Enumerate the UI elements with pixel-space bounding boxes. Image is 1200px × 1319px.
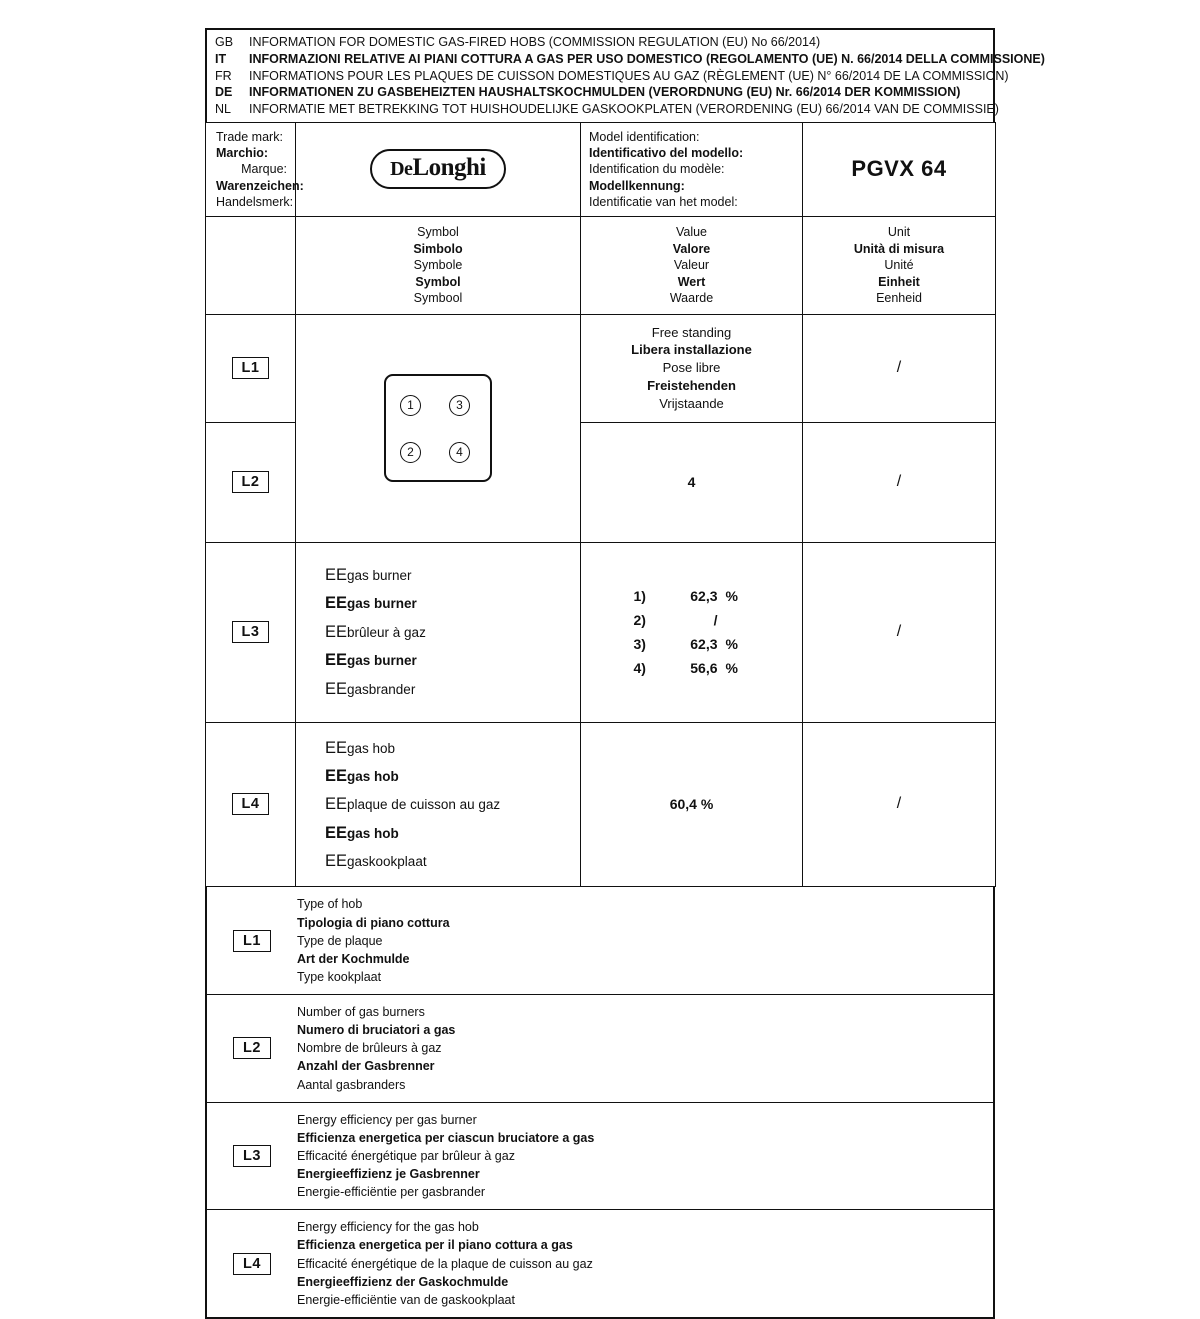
regulation-text-fr: INFORMATIONS POUR LES PLAQUES DE CUISSON DOMESTIQUES AU GAZ (RÈGLEMENT (UE) N° 66/2014 DE LA COMMISSION) xyxy=(249,68,1009,83)
regulation-line-fr xyxy=(207,68,1009,85)
legend-l2-gb: Number of gas burners xyxy=(297,1005,425,1019)
model-label-it: Identificativo del modello: xyxy=(589,146,744,160)
l3-symbol-cell xyxy=(296,542,581,722)
trademark-label-nl: Handelsmerk: xyxy=(216,194,294,209)
tag-l2: L2 xyxy=(232,471,270,493)
header-value-gb: Value xyxy=(675,225,708,239)
l3-value-index-1: 1) xyxy=(633,587,646,604)
l3-value-index-2: 2) xyxy=(633,611,646,628)
row-tag-l4-cell xyxy=(206,722,296,887)
tag-l3: L3 xyxy=(232,621,270,643)
legend-l2-fr: Nombre de brûleurs à gaz xyxy=(297,1041,442,1056)
header-value-cell xyxy=(581,217,803,315)
l4-symbol-cell xyxy=(296,722,581,887)
legend-tag-l1-cell xyxy=(207,930,297,952)
l4-symbol-it-prefix: EE xyxy=(325,766,348,785)
legend-block xyxy=(205,887,995,1319)
regulation-text-de: INFORMATIONEN ZU GASBEHEIZTEN HAUSHALTSKOCHMULDEN (VERORDNUNG (EU) Nr. 66/2014 DER KOMMISSION) xyxy=(249,85,961,100)
header-unit-it: Unità di misura xyxy=(853,241,945,256)
legend-l4-de: Energieeffizienz der Gaskochmulde xyxy=(297,1274,509,1289)
l2-value-cell: 4 xyxy=(581,422,803,542)
legend-row-l1 xyxy=(207,887,993,994)
row-tag-l1-cell xyxy=(206,314,296,422)
tag-l1: L1 xyxy=(232,357,270,379)
legend-l4-it: Efficienza energetica per il piano cottura a gas xyxy=(297,1238,573,1253)
legend-row-l4 xyxy=(207,1209,993,1317)
burner-2-icon: 2 xyxy=(400,442,421,463)
l3-value-unit-3: % xyxy=(725,636,738,652)
row-tag-l3-cell xyxy=(206,542,296,722)
trademark-label-de: Warenzeichen: xyxy=(216,178,304,193)
table-row-trademark xyxy=(206,122,996,216)
legend-l1-de: Art der Kochmulde xyxy=(297,951,410,966)
row-tag-l2-cell xyxy=(206,422,296,542)
l4-symbol-de xyxy=(325,819,579,847)
l3-symbol-gb-sub: gas burner xyxy=(347,568,412,584)
header-value-it: Valore xyxy=(672,241,711,256)
l4-symbol-fr-sub: plaque de cuisson au gaz xyxy=(347,797,501,813)
product-fiche-sheet xyxy=(205,28,1045,1307)
l3-value-index-3: 3) xyxy=(633,636,646,652)
l4-symbol-it xyxy=(325,762,579,790)
l3-symbol-de-sub: gas burner xyxy=(347,653,417,669)
l3-symbol-fr xyxy=(325,618,579,646)
l3-value-cell xyxy=(581,542,803,722)
legend-tag-l4: L4 xyxy=(233,1253,271,1275)
brand-logo-cell xyxy=(296,122,581,216)
trademark-labels-cell xyxy=(206,122,304,216)
legend-l2-nl: Aantal gasbranders xyxy=(297,1077,406,1092)
l4-symbol-gb-prefix: EE xyxy=(325,738,348,757)
header-empty-cell xyxy=(206,217,296,315)
l3-value-unit-1: % xyxy=(725,587,738,604)
l3-symbol-it xyxy=(325,589,579,617)
legend-tag-l4-cell xyxy=(207,1253,297,1275)
l3-symbol-de xyxy=(325,646,579,674)
fiche-table xyxy=(205,122,996,888)
l4-symbol-nl-prefix: EE xyxy=(325,852,348,870)
legend-l3-de: Energieeffizienz je Gasbrenner xyxy=(297,1167,480,1181)
hob-diagram-icon xyxy=(384,374,492,482)
model-label-nl: Identificatie van het model: xyxy=(589,194,738,209)
header-symbol-nl: Symbool xyxy=(413,291,463,305)
l3-value-row-2 xyxy=(630,608,754,632)
language-code-nl: NL xyxy=(215,102,231,116)
burner-4-icon: 4 xyxy=(449,442,470,463)
legend-l1-it: Tipologia di piano cottura xyxy=(297,915,450,930)
l3-symbol-nl-prefix: EE xyxy=(325,679,348,698)
burner-3-icon: 3 xyxy=(449,395,470,416)
l3-value-row-1 xyxy=(630,584,754,608)
trademark-label-fr: Marque: xyxy=(241,162,287,177)
l3-symbol-list xyxy=(297,551,579,713)
header-symbol-fr: Symbole xyxy=(413,258,463,272)
legend-l2-it: Numero di bruciatori a gas xyxy=(297,1023,456,1038)
legend-text-l4 xyxy=(297,1218,593,1309)
l4-symbol-gb-sub: gas hob xyxy=(347,740,396,756)
regulation-text-nl: INFORMATIE MET BETREKKING TOT HUISHOUDELIJKE GASKOOKPLATEN (VERORDENING (EU) 66/2014 VAN DE COMMISSIE) xyxy=(249,102,999,116)
hob-diagram-cell xyxy=(296,314,581,542)
legend-text-l3 xyxy=(297,1111,594,1202)
l3-symbol-fr-prefix: EE xyxy=(325,622,348,641)
l3-value-number-1: 62,3 xyxy=(690,587,718,604)
l4-symbol-nl xyxy=(325,847,579,875)
legend-tag-l1: L1 xyxy=(233,930,271,952)
legend-tag-l3-cell xyxy=(207,1145,297,1167)
l3-unit-cell: / xyxy=(803,542,996,722)
legend-l1-fr: Type de plaque xyxy=(297,933,383,948)
legend-l1-gb: Type of hob xyxy=(297,897,363,912)
table-row-l1 xyxy=(206,314,996,422)
l3-value-unit-2 xyxy=(722,608,754,632)
legend-tag-l3: L3 xyxy=(233,1145,271,1167)
legend-tag-l2-cell xyxy=(207,1037,297,1059)
language-code-gb: GB xyxy=(215,35,234,49)
header-value-de: Wert xyxy=(677,274,706,289)
legend-tag-l2: L2 xyxy=(233,1037,271,1059)
legend-l4-gb: Energy efficiency for the gas hob xyxy=(297,1220,479,1235)
l3-symbol-fr-sub: brûleur à gaz xyxy=(347,624,426,640)
header-unit-gb: Unit xyxy=(887,225,911,239)
l4-symbol-list xyxy=(297,724,579,886)
l3-value-list xyxy=(582,574,801,690)
l1-value-de: Freistehenden xyxy=(647,377,736,393)
l1-value-gb: Free standing xyxy=(651,324,732,340)
l4-symbol-fr-prefix: EE xyxy=(325,795,348,814)
language-code-fr: FR xyxy=(215,68,232,83)
l4-unit-cell: / xyxy=(803,722,996,887)
legend-text-l1 xyxy=(297,895,450,986)
l4-symbol-de-prefix: EE xyxy=(325,823,348,842)
header-value-nl: Waarde xyxy=(669,291,714,305)
language-code-de: DE xyxy=(215,85,233,100)
trademark-label-it: Marchio: xyxy=(216,146,269,160)
regulation-header xyxy=(205,28,1045,122)
l3-value-row-3 xyxy=(630,632,754,656)
model-label-fr: Identification du modèle: xyxy=(589,162,725,177)
header-unit-cell xyxy=(803,217,996,315)
trademark-label-gb: Trade mark: xyxy=(216,129,283,144)
l3-symbol-gb-prefix: EE xyxy=(325,566,348,585)
table-row-l3 xyxy=(206,542,996,722)
header-symbol-it: Simbolo xyxy=(413,241,463,256)
regulation-line-de xyxy=(207,84,993,101)
l3-symbol-nl xyxy=(325,675,579,703)
l3-symbol-it-prefix: EE xyxy=(325,594,348,613)
regulation-line-nl xyxy=(207,101,999,118)
model-label-de: Modellkennung: xyxy=(589,178,685,193)
legend-l3-fr: Efficacité énergétique par brûleur à gaz xyxy=(297,1148,515,1163)
l4-symbol-nl-sub: gaskookplaat xyxy=(347,854,427,869)
l3-value-number-3: 62,3 xyxy=(690,636,718,652)
l3-value-index-4: 4) xyxy=(633,660,646,677)
l3-value-unit-4: % xyxy=(725,660,738,677)
header-unit-de: Einheit xyxy=(878,274,920,289)
header-value-fr: Valeur xyxy=(673,258,710,272)
legend-l4-nl: Energie-efficiëntie van de gaskookplaat xyxy=(297,1292,515,1307)
l3-value-number-4: 56,6 xyxy=(690,660,718,677)
legend-row-l3 xyxy=(207,1102,993,1210)
regulation-text-it: INFORMAZIONI RELATIVE AI PIANI COTTURA A GAS PER USO DOMESTICO (REGOLAMENTO (UE) N. 66/2014 DELLA COMMISSIONE) xyxy=(249,51,1045,66)
delonghi-logo: DeLonghi xyxy=(370,149,506,189)
legend-l3-nl: Energie-efficiëntie per gasbrander xyxy=(297,1185,486,1200)
table-row-column-headers xyxy=(206,217,996,315)
header-unit-nl: Eenheid xyxy=(876,291,922,305)
l4-symbol-it-sub: gas hob xyxy=(347,768,399,784)
l3-value-row-4 xyxy=(630,656,754,680)
l3-value-number-2: / xyxy=(713,611,718,628)
model-label-gb: Model identification: xyxy=(589,129,700,144)
legend-l4-fr: Efficacité énergétique de la plaque de cuisson au gaz xyxy=(297,1256,593,1271)
legend-l2-de: Anzahl der Gasbrenner xyxy=(297,1059,435,1074)
table-row-l4 xyxy=(206,722,996,887)
l1-unit-cell: / xyxy=(803,314,996,422)
legend-l3-it: Efficienza energetica per ciascun bruciatore a gas xyxy=(297,1130,595,1145)
l1-value-fr: Pose libre xyxy=(662,360,721,376)
header-symbol-cell xyxy=(296,217,581,315)
l4-symbol-de-sub: gas hob xyxy=(347,825,399,841)
regulation-text-gb: INFORMATION FOR DOMESTIC GAS-FIRED HOBS (COMMISSION REGULATION (EU) No 66/2014) xyxy=(249,35,821,49)
regulation-line-it xyxy=(207,51,1045,68)
language-code-it: IT xyxy=(215,51,227,66)
model-labels-cell xyxy=(581,122,803,216)
regulation-line-gb xyxy=(207,34,993,51)
header-symbol-de: Symbol xyxy=(415,274,461,289)
model-identifier: PGVX 64 xyxy=(803,122,996,216)
legend-l3-gb: Energy efficiency per gas burner xyxy=(297,1112,477,1127)
burner-1-icon: 1 xyxy=(400,395,421,416)
l4-symbol-fr xyxy=(325,790,579,818)
l4-symbol-gb xyxy=(325,734,579,762)
tag-l4: L4 xyxy=(232,793,270,815)
l3-symbol-it-sub: gas burner xyxy=(347,596,417,612)
l4-value-cell: 60,4 % xyxy=(581,722,803,887)
l1-value-cell xyxy=(581,314,803,422)
legend-row-l2 xyxy=(207,994,993,1102)
l1-value-it: Libera installazione xyxy=(631,342,752,358)
l1-value-nl: Vrijstaande xyxy=(659,395,724,411)
l3-symbol-nl-sub: gasbrander xyxy=(347,681,416,697)
header-unit-fr: Unité xyxy=(884,258,914,272)
legend-text-l2 xyxy=(297,1003,455,1094)
l3-symbol-gb xyxy=(325,561,579,589)
legend-l1-nl: Type kookplaat xyxy=(297,969,382,984)
l3-symbol-de-prefix: EE xyxy=(325,651,348,670)
l2-unit-cell: / xyxy=(803,422,996,542)
header-symbol-gb: Symbol xyxy=(417,225,459,239)
